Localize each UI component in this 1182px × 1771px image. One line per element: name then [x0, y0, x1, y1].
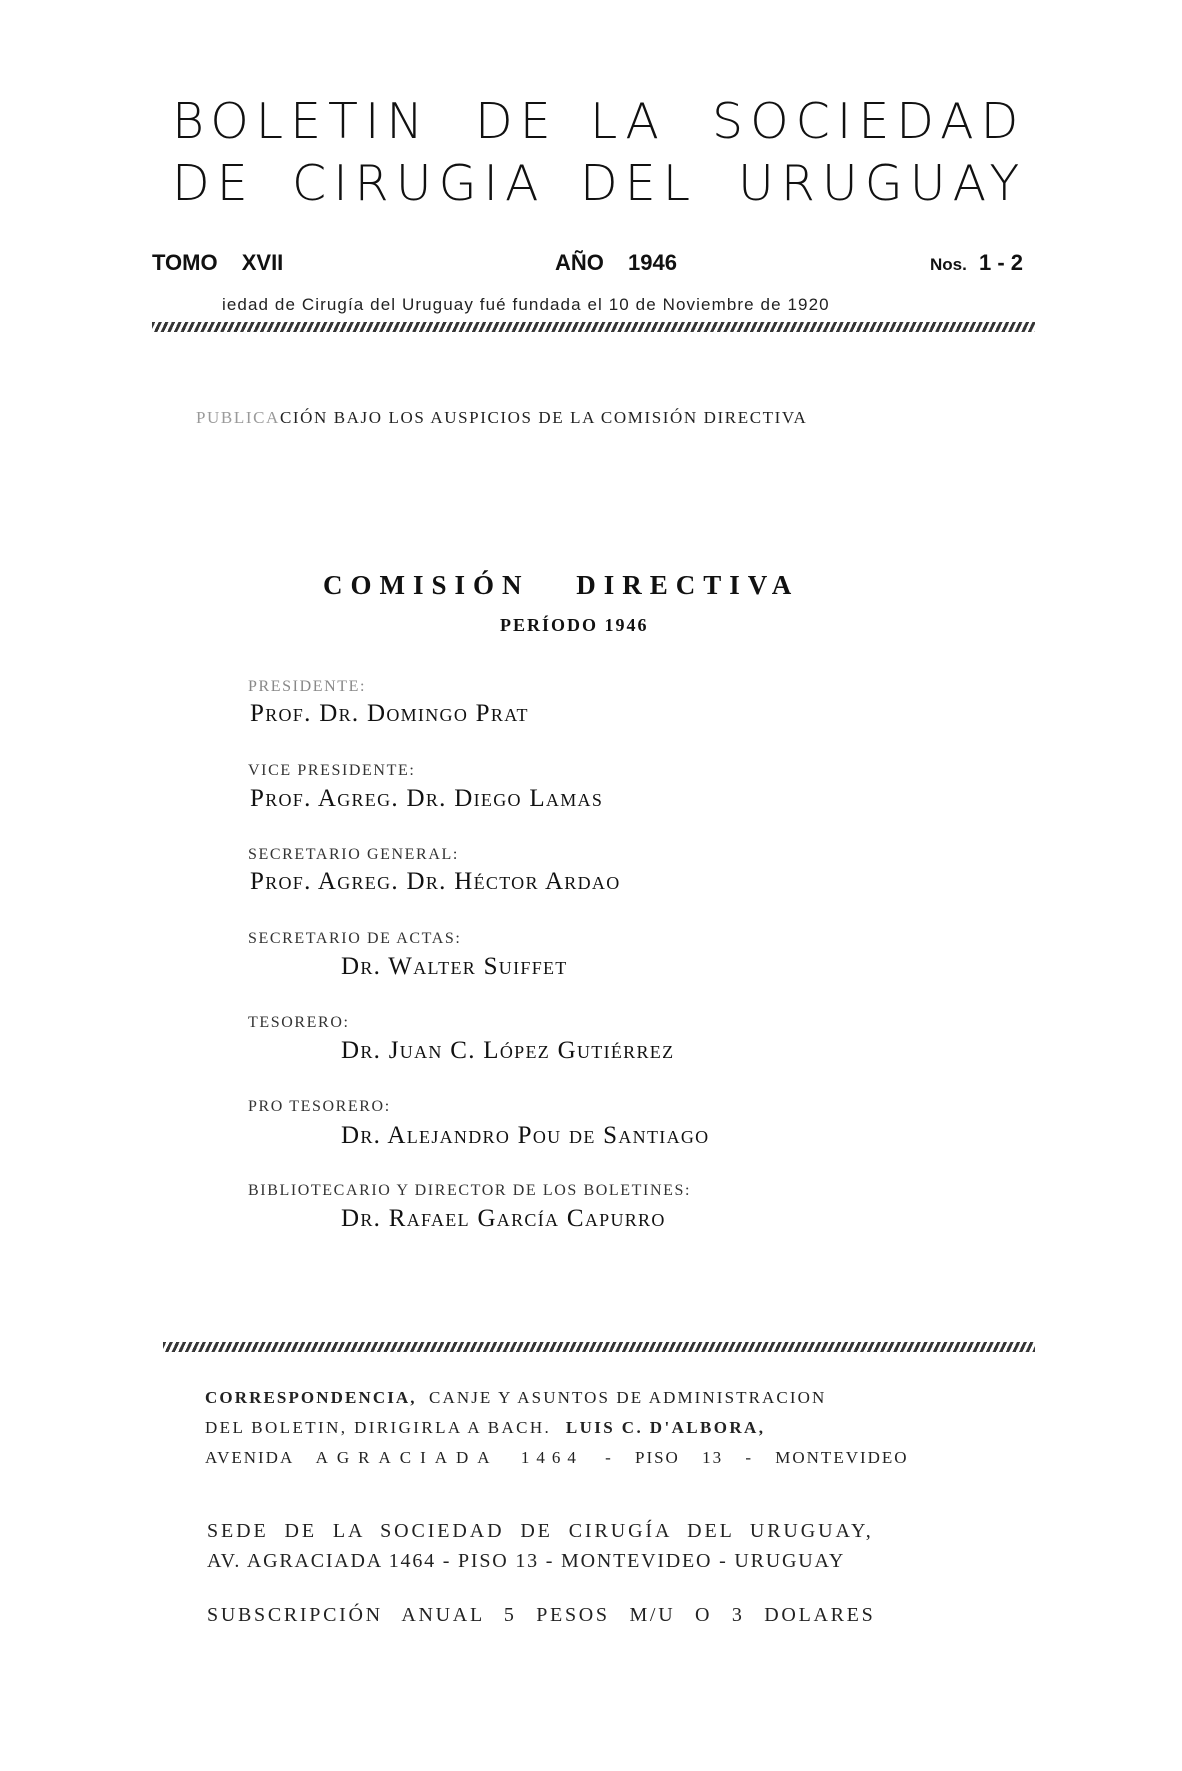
address-word: AVENIDA — [205, 1448, 294, 1467]
title-word: LA — [590, 93, 666, 150]
correspondence-text: CANJE Y ASUNTOS DE ADMINISTRACION — [429, 1388, 827, 1407]
correspondence-line-3 — [205, 1448, 909, 1468]
member-role: VICE PRESIDENTE: — [248, 762, 416, 779]
committee-title — [323, 570, 799, 601]
ano-label: AÑO — [555, 250, 604, 275]
member-name: Dr. Rafael García Capurro — [341, 1205, 666, 1232]
committee-title-word: DIRECTIVA — [576, 570, 800, 600]
founded-note: iedad de Cirugía del Uruguay fué fundada el 10 de Noviembre de 1920 — [222, 295, 830, 314]
member-name: Prof. Agreg. Dr. Diego Lamas — [250, 785, 604, 812]
correspondence-contact: LUIS C. D'ALBORA, — [565, 1418, 766, 1437]
nos-value: 1 - 2 — [978, 250, 1023, 275]
address-word: AGRACIADA — [315, 1448, 499, 1467]
tomo — [152, 250, 283, 276]
member-name: Dr. Walter Suiffet — [341, 953, 568, 980]
publication-note — [196, 408, 807, 428]
member-name: Dr. Juan C. López Gutiérrez — [341, 1037, 675, 1064]
sede-line-2: AV. AGRACIADA 1464 - PISO 13 - MONTEVIDEO - URUGUAY — [207, 1550, 846, 1572]
wavy-rule-bottom — [163, 1342, 1035, 1352]
ano — [555, 250, 677, 276]
address-word: PISO — [634, 1448, 680, 1467]
member-name: Prof. Dr. Domingo Prat — [250, 700, 529, 727]
title-word: URUGUAY — [738, 155, 1027, 212]
title-line-2 — [0, 155, 1182, 215]
correspondence-line-1 — [205, 1388, 826, 1408]
committee-period: PERÍODO 1946 — [500, 615, 649, 635]
correspondence-line-2 — [205, 1418, 765, 1438]
member-name: Prof. Agreg. Dr. Héctor Ardao — [250, 868, 621, 895]
title-line-1 — [0, 93, 1182, 153]
member-role: PRO TESORERO: — [248, 1098, 391, 1115]
title-word: CIRUGIA — [292, 155, 546, 212]
member-role: SECRETARIO GENERAL: — [248, 846, 459, 863]
publication-text: CIÓN BAJO LOS AUSPICIOS DE LA COMISIÓN DIRECTIVA — [279, 408, 808, 427]
title-word: SOCIEDAD — [712, 93, 1026, 150]
committee-title-word: COMISIÓN — [323, 570, 530, 600]
address-word: 1464 — [520, 1448, 583, 1467]
correspondence-text-2: DEL BOLETIN, DIRIGIRLA A BACH. — [205, 1418, 552, 1437]
title-word: DEL — [580, 155, 697, 212]
title-word: DE — [475, 93, 558, 150]
title-word: DE — [172, 155, 255, 212]
wavy-rule-top — [152, 322, 1035, 332]
address-word: - — [605, 1448, 613, 1467]
member-role: PRESIDENTE: — [248, 678, 367, 695]
ano-value: 1946 — [628, 250, 677, 275]
title-word: BOLETIN — [172, 93, 431, 150]
nos-label: Nos. — [930, 255, 967, 274]
member-name: Dr. Alejandro Pou de Santiago — [341, 1122, 710, 1149]
address-word: MONTEVIDEO — [775, 1448, 909, 1467]
tomo-value: XVII — [241, 250, 284, 275]
tomo-label: TOMO — [152, 250, 218, 275]
address-word: - — [745, 1448, 754, 1467]
publication-faded: PUBLICA — [196, 408, 280, 427]
correspondence-label: CORRESPONDENCIA, — [205, 1388, 417, 1407]
subscription-line: SUBSCRIPCIÓN ANUAL 5 PESOS M/U O 3 DOLARES — [207, 1604, 876, 1626]
sede-line-1: SEDE DE LA SOCIEDAD DE CIRUGÍA DEL URUGUAY, — [207, 1520, 874, 1542]
address-word: 13 — [702, 1448, 724, 1467]
member-role: TESORERO: — [248, 1014, 350, 1031]
member-role: BIBLIOTECARIO Y DIRECTOR DE LOS BOLETINES: — [248, 1182, 692, 1199]
nos — [930, 250, 1023, 276]
member-role: SECRETARIO DE ACTAS: — [248, 930, 462, 947]
